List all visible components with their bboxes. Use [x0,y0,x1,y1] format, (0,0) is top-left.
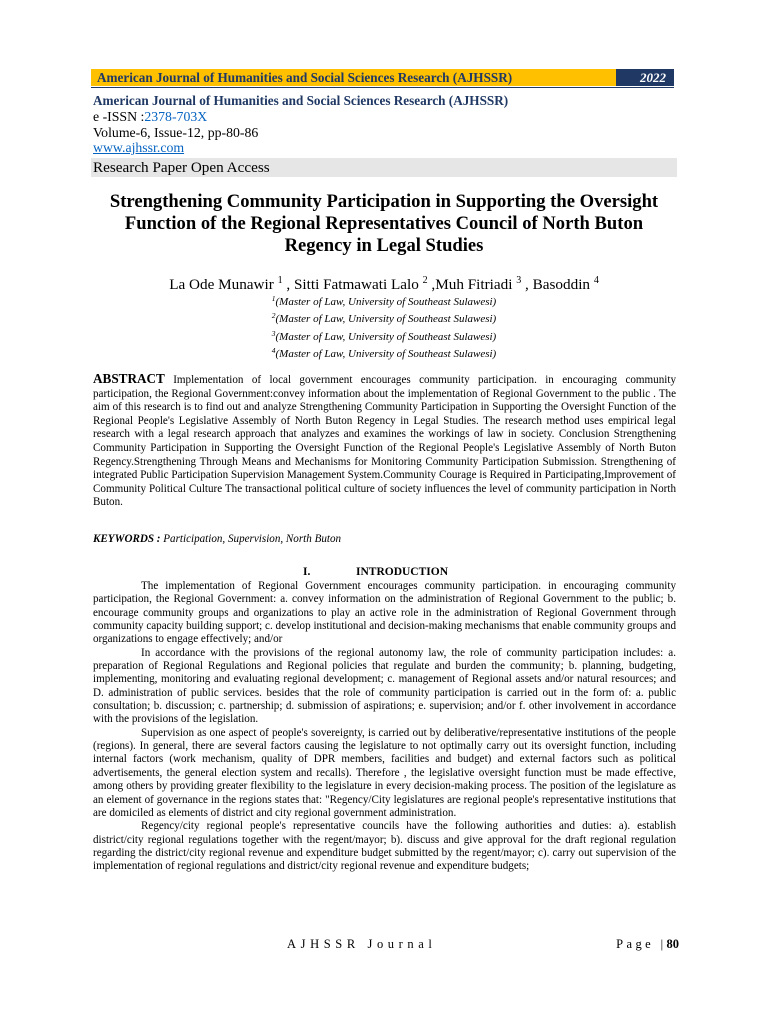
affiliation-mark: 4 [271,345,276,355]
running-header-year: 2022 [616,69,674,86]
affiliation-text: (Master of Law, University of Southeast Sulawesi) [275,313,497,326]
abstract-label: ABSTRACT [93,371,165,386]
keywords [93,533,676,547]
footer-page-number: 80 [666,937,679,951]
running-header-bar [91,69,674,86]
page-footer [93,937,679,953]
body-paragraph: Supervision as one aspect of people's sovereignty, is carried out by deliberative/representative institutions of the people (regions). In general, there are several factors causing the legislature to not optimally carry out its oversight function, including internal factors (work mechanism, quality of DPR members, facilities and budget) and external factors such as political advertisements, the general election system and recalls). Therefore , the legislative oversight function must be made effective, among others by providing greater flexibility to the legislature in every decision-making process. The position of the legislature as an element of governance in the regions states that: "Regency/City legislatures are regional people's representative institutions that are domiciled as elements of district and city regional government administration. [93,726,676,819]
affiliation-mark: 1 [271,294,276,303]
author-affiliation-mark: 1 [277,275,283,286]
abstract-text: Implementation of local government encourages community participation. in encouraging community participation, the Regional Government:convey information about the implementation of Regional Government to the public . The aim of this research is to find out and analyze Strengthening Community Participation in Supporting the Oversight Function of the Regional People's Legislative Assembly of North Buton Regency in Legal Studies. The research method uses empirical legal research with a legal research approach that analyzes and examines the workings of law in society. Conclusion Strengthening Community Participation in Supporting the Oversight Function of the Regional People's Legislative Assembly of North Buton Regency.Strengthening Through Means and Mechanisms for Monitoring Community Participation Submission. Strengthening of integrated Public Participation Supervision Management System.Community Courage is Required in Participating,Improvement of Community Political Culture The transactional political culture of society influences the level of community participation in North Buton. [93,374,676,509]
footer-page-label: Page | [616,937,667,951]
abstract [93,372,676,510]
author-affiliation-mark: 2 [422,275,428,286]
footer-journal: AJHSSR Journal [287,937,437,951]
author-name: Sitti Fatmawati Lalo [293,276,423,293]
affiliation-text: (Master of Law, University of Southeast Sulawesi) [275,347,497,360]
affiliation-text: (Master of Law, University of Southeast Sulawesi) [275,330,497,343]
affiliation-item [91,292,677,309]
author-name: Basoddin [532,276,594,293]
section-title: INTRODUCTION [356,566,449,578]
affiliation-item [91,309,677,326]
keywords-label: KEYWORDS : [93,533,161,545]
affiliation-mark: 2 [271,311,276,321]
journal-volume: Volume-6, Issue-12, pp-80-86 [93,124,259,140]
section-number: I. [303,566,311,578]
body-paragraph: In accordance with the provisions of the regional autonomy law, the role of community participation includes: a. preparation of Regional Regulations and Regional policies that regulate and burden the community; b. planning, budgeting, implementing, monitoring and evaluating regional development; c. management of Regional assets and/or natural resources; and D. administration of public services. besides that the role of community participation is carried out in the form of: a. public consultation; b. discussion; c. partnership; d. submission of aspirations; e. supervision; and/or f. other involvement in accordance with the provisions of the legislation. [93,646,676,726]
affiliation-item [91,327,677,344]
author-name: La Ode Munawir [169,276,278,293]
affiliation-list [91,292,677,361]
author-separator: , [521,276,533,293]
paper-type-bar: Research Paper Open Access [91,158,677,177]
section-heading [93,566,676,580]
author-separator: , [427,276,436,293]
issn-label: e -ISSN : [93,109,145,124]
author-separator: , [282,276,294,293]
article-title: Strengthening Community Participation in Supporting the Oversight Function of the Regional Representatives Council of North Buton Regency in Legal Studies [109,191,659,256]
author-affiliation-mark: 4 [593,275,599,286]
footer-page [616,937,679,952]
affiliation-text: (Master of Law, University of Southeast Sulawesi) [275,296,497,308]
journal-name: American Journal of Humanities and Social Sciences Research (AJHSSR) [93,93,509,108]
journal-issn [93,109,678,125]
author-list [91,272,677,294]
body-paragraph: The implementation of Regional Government encourages community participation. in encouraging community participation, the Regional Government: a. convey information on the administration of Regional Government to the public; b. encourage community groups and organizations to play an active role in the administration of Regional Government through community capacity building support; c. develop institutional and decision-making mechanisms that enable community groups and organizations to engage effectively; and/or [93,580,676,646]
author-name: Muh Fitriadi [435,276,517,293]
affiliation-item [91,344,677,361]
affiliation-mark: 3 [271,328,276,338]
keywords-text: Participation, Supervision, North Buton [160,533,342,545]
body-text [93,580,676,874]
running-header-title: American Journal of Humanities and Social Sciences Research (AJHSSR) [97,69,513,85]
author-affiliation-mark: 3 [516,275,522,286]
issn-number: 2378-703X [144,109,208,124]
header-divider [91,87,674,88]
body-paragraph: Regency/city regional people's representative councils have the following authorities and duties: a). establish district/city regional regulations together with the regent/mayor; b). discuss and give approval for the draft regional regulation regarding the district/city regional revenue and expenditure budget submitted by the regent/mayor; c). carry out supervision of the implementation of regional regulations and district/city regional revenue and expenditure budgets; [93,820,676,873]
journal-info [93,93,678,156]
journal-website-link[interactable]: www.ajhssr.com [93,140,185,155]
